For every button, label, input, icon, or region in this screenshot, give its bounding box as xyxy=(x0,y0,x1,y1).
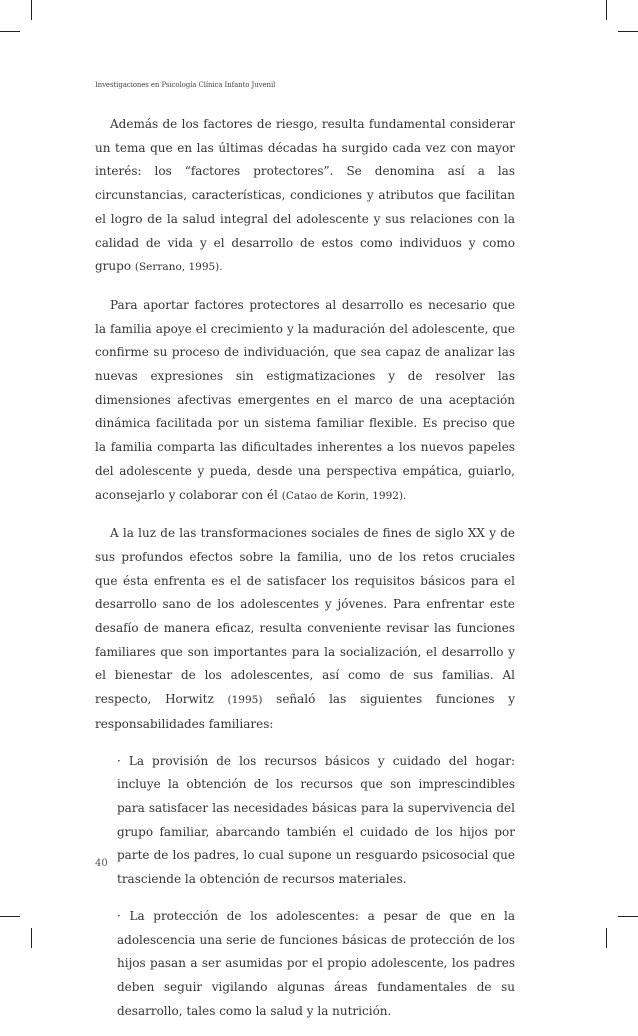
paragraph-aporte-familia xyxy=(95,294,515,508)
citation: (Catao de Korin, 1992). xyxy=(281,489,407,502)
crop-mark-top-right-vertical xyxy=(606,0,607,20)
citation: (1995) xyxy=(227,694,263,707)
crop-mark-bottom-left-horizontal xyxy=(0,916,20,917)
crop-mark-bottom-right-vertical xyxy=(606,928,607,948)
paragraph-factores-protectores xyxy=(95,113,515,280)
paragraph-text: Además de los factores de riesgo, resulta fundamental considerar un tema que en las últimas décadas ha surgido cada vez con mayor interés: los “factores protectores”. Se denomina así a las circunstancias, características, condiciones y atributos que facilitan el logro de la salud integral del adolescente y sus relaciones con la calidad de vida y el desarrollo de estos como individuos y como grupo xyxy=(95,117,515,274)
citation: (Serrano, 1995). xyxy=(134,261,223,274)
paragraph-text: señaló las siguientes funciones y responsabilidades familiares: xyxy=(95,692,515,731)
crop-mark-bottom-left-vertical xyxy=(31,928,32,948)
list-item: · La protección de los adolescentes: a pesar de que en la adolescencia una serie de funciones básicas de protección de los hijos pasan a ser asumidas por el propio adolescente, los padres deben seguir vigilando algunas áreas fundamentales de su desarrollo, tales como la salud y la nutrición. xyxy=(117,908,515,1018)
paragraph-transformaciones-sociales xyxy=(95,522,515,736)
running-head: Investigaciones en Psicología Clínica Infanto Juvenil xyxy=(95,81,276,89)
list-item: · La provisión de los recursos básicos y cuidado del hogar: incluye la obtención de los recursos que son imprescindibles para satisfacer las necesidades básicas para la supervivencia del grupo familiar, abarcando también el cuidado de los hijos por parte de los padres, lo cual supone un resguardo psicosocial que trasciende la obtención de recursos materiales. xyxy=(117,753,515,887)
paragraph-text: A la luz de las transformaciones sociales de fines de siglo XX y de sus profundos efectos sobre la familia, uno de los retos cruciales que ésta enfrenta es el de satisfacer los requisitos básicos para el desarrollo sano de los adolescentes y jóvenes. Para enfrentar este desafío de manera eficaz, resulta conveniente revisar las funciones familiares que son importantes para la socialización, el desarrollo y el bienestar de los adolescentes, así como de sus familias. Al respecto, Horwitz xyxy=(95,526,515,707)
page-number: 40 xyxy=(95,858,108,869)
paragraph-text: Para aportar factores protectores al desarrollo es necesario que la familia apoye el crecimiento y la maduración del adolescente, que confirme su proceso de individuación, que sea capaz de analizar las nuevas expresiones sin estigmatizaciones y de resolver las dimensiones afectivas emergentes en el marco de una aceptación dinámica facilitada por un sistema familiar flexible. Es preciso que la familia comparta las dificultades inherentes a los nuevos papeles del adolescente y pueda, desde una perspectiva empática, guiarlo, aconsejarlo y colaborar con él xyxy=(95,297,515,502)
crop-mark-top-left-vertical xyxy=(31,0,32,20)
crop-mark-top-right-horizontal xyxy=(618,31,638,32)
crop-mark-top-left-horizontal xyxy=(0,31,20,32)
crop-mark-bottom-right-horizontal xyxy=(618,916,638,917)
body-text xyxy=(95,113,515,1036)
